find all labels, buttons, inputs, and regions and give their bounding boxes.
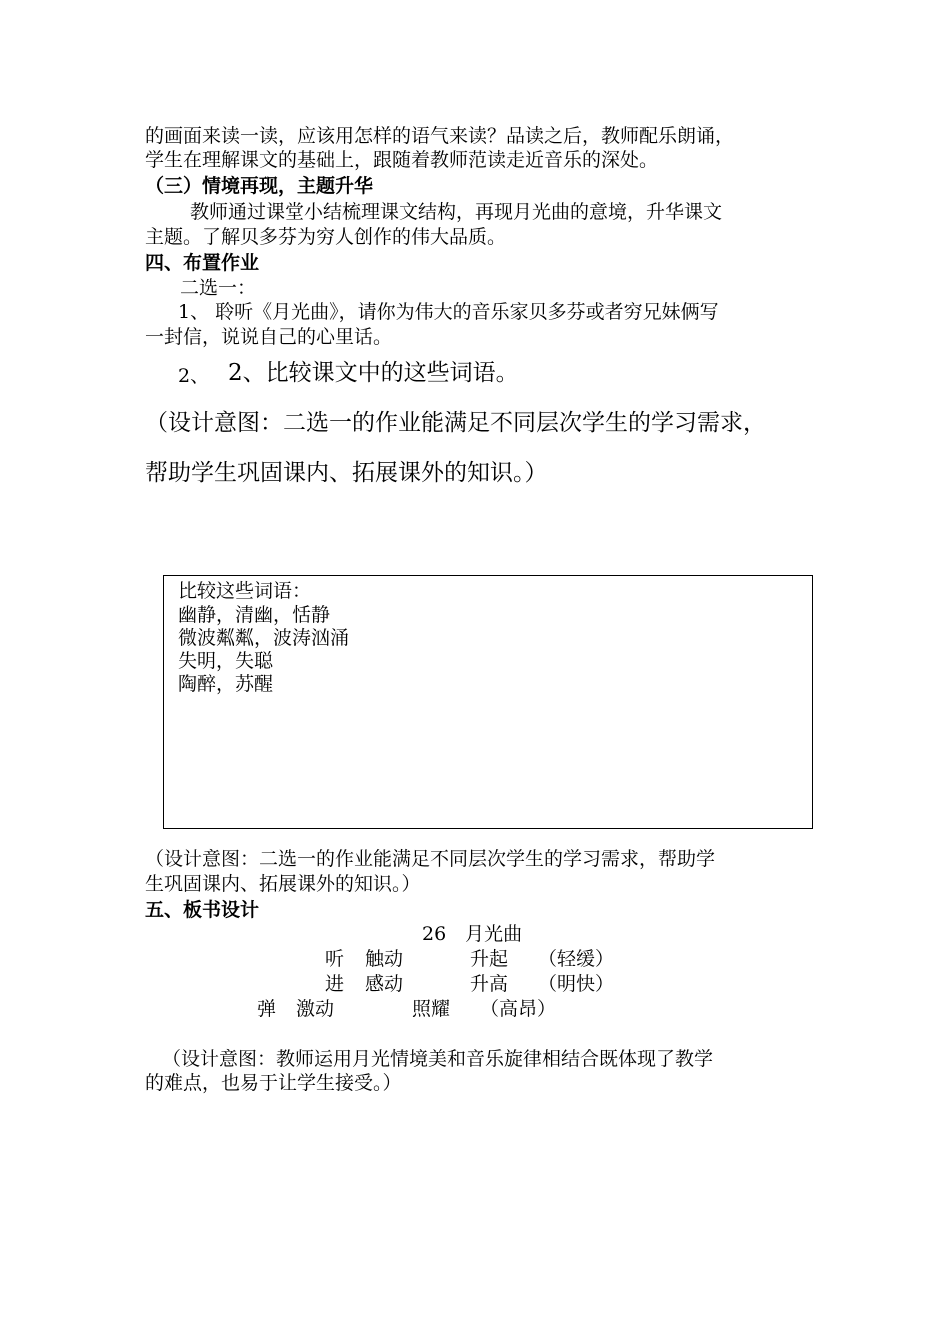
board-cell: 感动: [365, 973, 404, 995]
board-cell: （高昂）: [480, 998, 557, 1020]
design-intent-line: （设计意图：二选一的作业能满足不同层次学生的学习需求，: [145, 410, 766, 436]
word-row: 幽静，清幽，恬静: [178, 604, 331, 626]
design-intent-line: 生巩固课内、拓展课外的知识。）: [145, 873, 421, 895]
section-heading-4: 四、布置作业: [145, 252, 260, 274]
board-cell: （明快）: [538, 973, 615, 995]
board-cell: 听: [325, 948, 345, 970]
word-row: 失明，失聪: [178, 650, 274, 672]
homework-item-2-number: 2、: [178, 365, 210, 387]
board-cell: 进: [325, 973, 345, 995]
design-intent-line: 的难点，也易于让学生接受。）: [145, 1072, 402, 1094]
board-cell: 升起: [470, 948, 509, 970]
section-heading-5: 五、板书设计: [145, 899, 260, 921]
word-row: 微波粼粼，波涛汹涌: [178, 627, 350, 649]
board-cell: （轻缓）: [538, 948, 615, 970]
homework-item-1: 1、 聆听《月光曲》，请你为伟大的音乐家贝多芬或者穷兄妹俩写: [178, 301, 719, 323]
board-cell: 照耀: [412, 998, 451, 1020]
paragraph-line: 学生在理解课文的基础上，跟随着教师范读走近音乐的深处。: [145, 149, 659, 171]
word-box-title: 比较这些词语：: [178, 580, 312, 602]
choose-one-label: 二选一：: [180, 277, 257, 299]
paragraph-line: 教师通过课堂小结梳理课文结构，再现月光曲的意境，升华课文: [190, 201, 723, 223]
homework-item-2: 2、比较课文中的这些词语。: [228, 360, 519, 386]
board-cell: 弹: [257, 998, 277, 1020]
board-title: 26 月光曲: [422, 923, 523, 945]
board-cell: 升高: [470, 973, 509, 995]
word-row: 陶醉，苏醒: [178, 673, 274, 695]
word-comparison-box: [163, 575, 813, 829]
design-intent-line: 帮助学生巩固课内、拓展课外的知识。）: [145, 460, 548, 486]
paragraph-line: 主题。了解贝多芬为穷人创作的伟大品质。: [145, 226, 507, 248]
design-intent-line: （设计意图：教师运用月光情境美和音乐旋律相结合既体现了教学: [162, 1048, 714, 1070]
board-cell: 触动: [365, 948, 404, 970]
section-heading-3: （三）情境再现，主题升华: [145, 175, 374, 197]
board-cell: 激动: [296, 998, 335, 1020]
paragraph-line: 的画面来读一读，应该用怎样的语气来读？品读之后，教师配乐朗诵，: [145, 125, 735, 147]
homework-item-1-cont: 一封信，说说自己的心里话。: [145, 326, 393, 348]
design-intent-line: （设计意图：二选一的作业能满足不同层次学生的学习需求，帮助学: [145, 848, 716, 870]
